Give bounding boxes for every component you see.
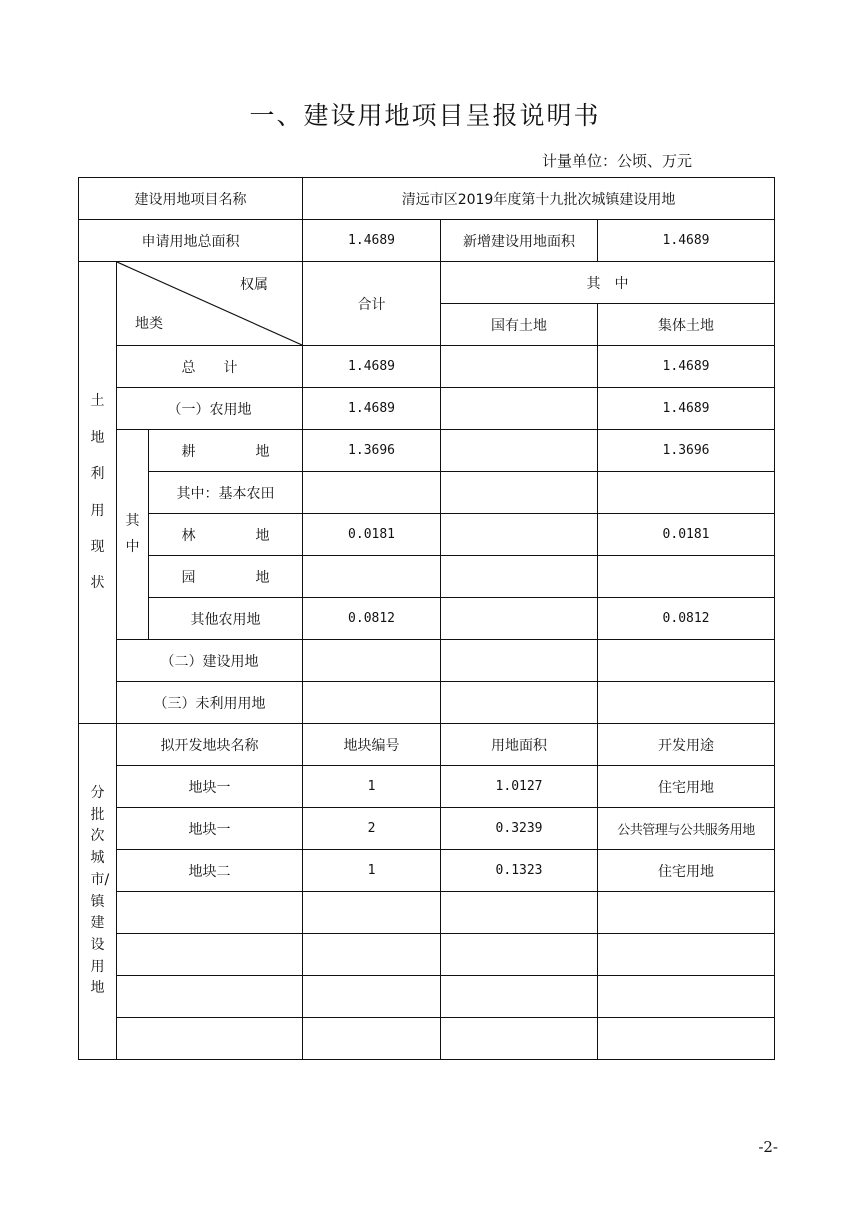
land-row-total — [79, 346, 775, 388]
project-name-label: 建设用地项目名称 — [79, 178, 303, 220]
plots-header-row — [79, 724, 775, 766]
plot-code: 2 — [303, 808, 441, 850]
plot-code — [303, 976, 441, 1018]
row-label: 耕 地 — [149, 430, 303, 472]
total-value: 1.4689 — [303, 388, 441, 430]
col-total-header: 合计 — [303, 262, 441, 346]
collective-value — [598, 472, 775, 514]
plot-area — [441, 976, 598, 1018]
collective-value: 1.3696 — [598, 430, 775, 472]
plot-name: 地块一 — [117, 766, 303, 808]
measurement-unit: 计量单位：公顷、万元 — [541, 152, 692, 170]
state-value — [441, 598, 598, 640]
land-row-unused — [79, 682, 775, 724]
plot-name: 地块一 — [117, 808, 303, 850]
state-value — [441, 388, 598, 430]
plot-row — [79, 850, 775, 892]
plot-use: 住宅用地 — [598, 766, 775, 808]
row-label: （一）农用地 — [117, 388, 303, 430]
header-plot-code: 地块编号 — [303, 724, 441, 766]
area-row — [79, 220, 775, 262]
plots-section-label: 分批次城市/镇建设用地 — [79, 724, 117, 1060]
land-use-section-label: 土地利用现状 — [79, 262, 117, 724]
page-number: -2- — [758, 1138, 778, 1156]
total-area-label: 申请用地总面积 — [79, 220, 303, 262]
state-value — [441, 640, 598, 682]
collective-value — [598, 682, 775, 724]
collective-value: 1.4689 — [598, 346, 775, 388]
total-value: 1.3696 — [303, 430, 441, 472]
plot-code: 1 — [303, 850, 441, 892]
page-title: 一、建设用地项目呈报说明书 — [249, 101, 601, 130]
plot-name — [117, 1018, 303, 1060]
new-area-value: 1.4689 — [598, 220, 775, 262]
plot-area — [441, 934, 598, 976]
total-value: 0.0181 — [303, 514, 441, 556]
col-state-header: 国有土地 — [441, 304, 598, 346]
plot-name — [117, 892, 303, 934]
sub-group-label: 其中 — [117, 430, 149, 640]
diagonal-header-cell — [117, 262, 303, 346]
collective-value — [598, 556, 775, 598]
plot-use — [598, 1018, 775, 1060]
total-value: 1.4689 — [303, 346, 441, 388]
col-collective-header: 集体土地 — [598, 304, 775, 346]
plot-code — [303, 934, 441, 976]
total-value: 0.0812 — [303, 598, 441, 640]
state-value — [441, 430, 598, 472]
land-row-garden — [79, 556, 775, 598]
plot-use — [598, 976, 775, 1018]
plot-use — [598, 934, 775, 976]
land-use-header-row — [79, 262, 775, 304]
land-row-forest — [79, 514, 775, 556]
plot-row — [79, 934, 775, 976]
plot-name — [117, 934, 303, 976]
total-value — [303, 556, 441, 598]
collective-value: 0.0812 — [598, 598, 775, 640]
land-row-basic-farmland — [79, 472, 775, 514]
row-label: 总 计 — [117, 346, 303, 388]
row-label: （三）未利用用地 — [117, 682, 303, 724]
plot-row — [79, 1018, 775, 1060]
plot-area — [441, 892, 598, 934]
land-row-agricultural — [79, 388, 775, 430]
row-label: 林 地 — [149, 514, 303, 556]
plot-area: 1.0127 — [441, 766, 598, 808]
new-area-label: 新增建设用地面积 — [441, 220, 598, 262]
diag-ownership-label: 权属 — [240, 277, 269, 293]
land-row-other-agri — [79, 598, 775, 640]
plot-row — [79, 808, 775, 850]
plot-area — [441, 1018, 598, 1060]
collective-value: 0.0181 — [598, 514, 775, 556]
plot-row — [79, 976, 775, 1018]
plot-code: 1 — [303, 766, 441, 808]
plot-use: 住宅用地 — [598, 850, 775, 892]
row-label: 园 地 — [149, 556, 303, 598]
col-among-header: 其 中 — [441, 262, 775, 304]
total-area-value: 1.4689 — [303, 220, 441, 262]
collective-value: 1.4689 — [598, 388, 775, 430]
diag-land-type-label: 地类 — [135, 316, 163, 332]
plot-area: 0.3239 — [441, 808, 598, 850]
plot-code — [303, 1018, 441, 1060]
state-value — [441, 514, 598, 556]
land-row-construction — [79, 640, 775, 682]
state-value — [441, 346, 598, 388]
plot-use: 公共管理与公共服务用地 — [598, 808, 775, 850]
plot-area: 0.1323 — [441, 850, 598, 892]
row-label: （二）建设用地 — [117, 640, 303, 682]
header-plot-area: 用地面积 — [441, 724, 598, 766]
project-name-value: 清远市区2019年度第十九批次城镇建设用地 — [303, 178, 775, 220]
state-value — [441, 682, 598, 724]
plot-row — [79, 892, 775, 934]
row-label: 其中：基本农田 — [149, 472, 303, 514]
plot-name — [117, 976, 303, 1018]
plot-code — [303, 892, 441, 934]
collective-value — [598, 640, 775, 682]
total-value — [303, 682, 441, 724]
project-name-row — [79, 178, 775, 220]
plot-use — [598, 892, 775, 934]
row-label: 其他农用地 — [149, 598, 303, 640]
total-value — [303, 640, 441, 682]
land-application-table — [78, 177, 775, 1060]
land-row-cultivated — [79, 430, 775, 472]
plot-name: 地块二 — [117, 850, 303, 892]
state-value — [441, 556, 598, 598]
state-value — [441, 472, 598, 514]
total-value — [303, 472, 441, 514]
header-plot-use: 开发用途 — [598, 724, 775, 766]
plot-row — [79, 766, 775, 808]
header-plot-name: 拟开发地块名称 — [117, 724, 303, 766]
